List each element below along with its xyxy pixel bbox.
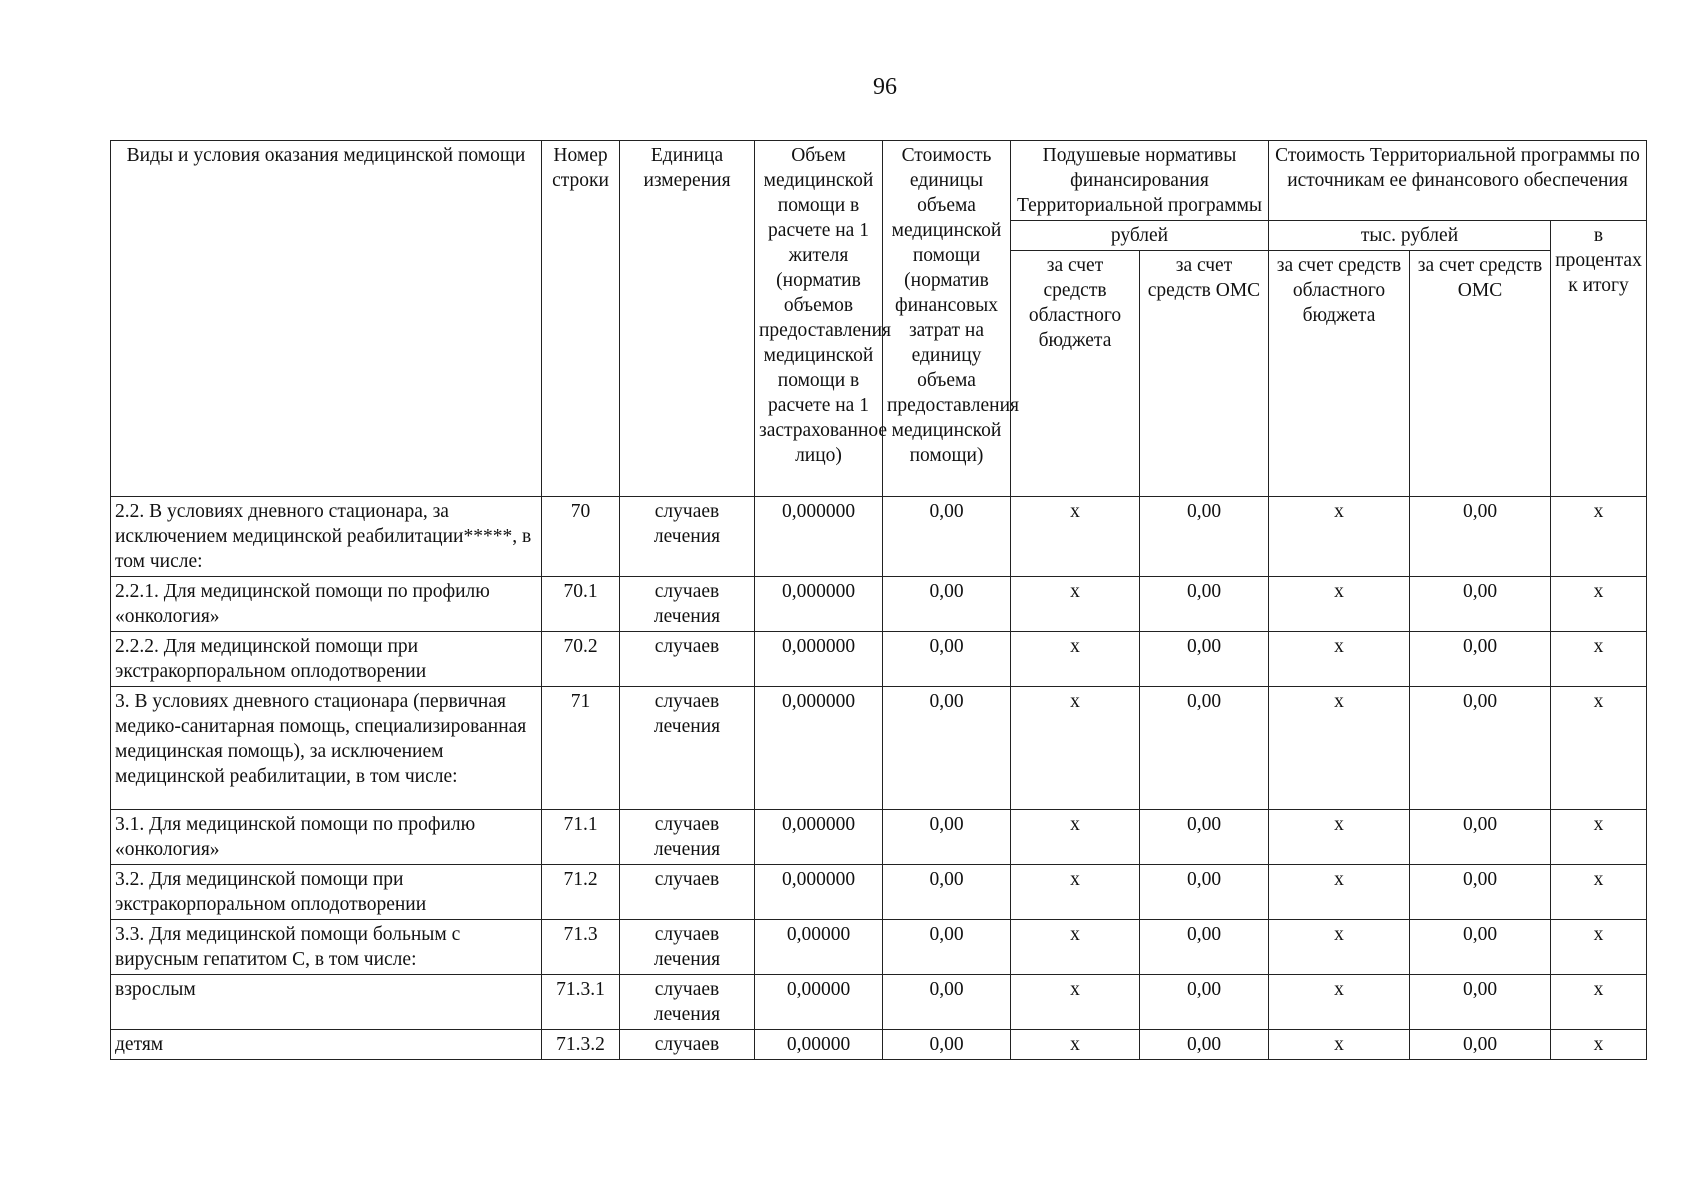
row-name: 2.2.2. Для медицинской помощи при экстракорпоральном оплодотворении	[111, 632, 542, 687]
row-oms-total: 0,00	[1410, 920, 1551, 975]
row-number: 71.1	[542, 810, 620, 865]
header-per-capita-group: Подушевые нормативы финансирования Территориальной программы	[1011, 141, 1269, 221]
row-budget-total: x	[1269, 687, 1410, 810]
row-oms: 0,00	[1140, 1030, 1269, 1060]
row-oms-total: 0,00	[1410, 687, 1551, 810]
row-unit: случаев	[620, 865, 755, 920]
row-unit: случаев	[620, 1030, 755, 1060]
row-oms-total: 0,00	[1410, 632, 1551, 687]
row-cost: 0,00	[883, 687, 1011, 810]
row-unit: случаев лечения	[620, 920, 755, 975]
row-percent: x	[1551, 865, 1647, 920]
header-volume: Объем медицинской помощи в расчете на 1 жителя (норматив объемов предоставления медицинской помощи в расчете на 1 застрахованное лицо)	[755, 141, 883, 497]
row-number: 71.3	[542, 920, 620, 975]
row-name: 3.3. Для медицинской помощи больным с вирусным гепатитом С, в том числе:	[111, 920, 542, 975]
header-oms: за счет средств ОМС	[1140, 251, 1269, 497]
row-cost: 0,00	[883, 865, 1011, 920]
row-budget: x	[1011, 920, 1140, 975]
row-percent: x	[1551, 810, 1647, 865]
table-row	[111, 1030, 1647, 1060]
row-unit: случаев лечения	[620, 975, 755, 1030]
header-type: Виды и условия оказания медицинской помощи	[111, 141, 542, 497]
row-cost: 0,00	[883, 920, 1011, 975]
row-budget-total: x	[1269, 865, 1410, 920]
row-volume: 0,000000	[755, 810, 883, 865]
row-oms-total: 0,00	[1410, 1030, 1551, 1060]
row-budget: x	[1011, 810, 1140, 865]
table-row	[111, 687, 1647, 810]
row-number: 70.2	[542, 632, 620, 687]
row-budget-total: x	[1269, 497, 1410, 577]
row-number: 71.3.1	[542, 975, 620, 1030]
row-number: 70.1	[542, 577, 620, 632]
row-budget: x	[1011, 577, 1140, 632]
row-number: 71.3.2	[542, 1030, 620, 1060]
row-oms-total: 0,00	[1410, 497, 1551, 577]
page-number: 96	[873, 74, 897, 100]
row-unit: случаев лечения	[620, 577, 755, 632]
row-name: детям	[111, 1030, 542, 1060]
row-oms: 0,00	[1140, 497, 1269, 577]
row-percent: x	[1551, 1030, 1647, 1060]
row-volume: 0,000000	[755, 687, 883, 810]
row-volume: 0,000000	[755, 632, 883, 687]
row-percent: x	[1551, 497, 1647, 577]
table-row	[111, 810, 1647, 865]
row-volume: 0,00000	[755, 1030, 883, 1060]
header-percent: в процентах к итогу	[1551, 221, 1647, 497]
row-oms: 0,00	[1140, 577, 1269, 632]
row-name: 2.2. В условиях дневного стационара, за исключением медицинской реабилитации*****, в том числе:	[111, 497, 542, 577]
row-oms-total: 0,00	[1410, 975, 1551, 1030]
row-budget-total: x	[1269, 920, 1410, 975]
header-row-number: Номер строки	[542, 141, 620, 497]
row-percent: x	[1551, 975, 1647, 1030]
row-budget-total: x	[1269, 975, 1410, 1030]
row-oms-total: 0,00	[1410, 865, 1551, 920]
row-cost: 0,00	[883, 632, 1011, 687]
row-number: 71.2	[542, 865, 620, 920]
row-budget: x	[1011, 687, 1140, 810]
row-oms: 0,00	[1140, 632, 1269, 687]
row-percent: x	[1551, 632, 1647, 687]
table-row	[111, 632, 1647, 687]
row-name: 3.2. Для медицинской помощи при экстракорпоральном оплодотворении	[111, 865, 542, 920]
header-budget: за счет средств областного бюджета	[1011, 251, 1140, 497]
row-oms: 0,00	[1140, 865, 1269, 920]
row-oms: 0,00	[1140, 920, 1269, 975]
row-name: взрослым	[111, 975, 542, 1030]
row-volume: 0,000000	[755, 577, 883, 632]
row-percent: x	[1551, 577, 1647, 632]
row-percent: x	[1551, 687, 1647, 810]
row-unit: случаев лечения	[620, 687, 755, 810]
row-volume: 0,00000	[755, 975, 883, 1030]
header-oms-total: за счет средств ОМС	[1410, 251, 1551, 497]
row-oms-total: 0,00	[1410, 577, 1551, 632]
table-row	[111, 577, 1647, 632]
table-row	[111, 497, 1647, 577]
header-budget-total: за счет средств областного бюджета	[1269, 251, 1410, 497]
row-budget-total: x	[1269, 810, 1410, 865]
row-unit: случаев лечения	[620, 497, 755, 577]
row-volume: 0,000000	[755, 497, 883, 577]
row-name: 2.2.1. Для медицинской помощи по профилю «онкология»	[111, 577, 542, 632]
row-cost: 0,00	[883, 497, 1011, 577]
row-budget: x	[1011, 865, 1140, 920]
row-volume: 0,000000	[755, 865, 883, 920]
row-oms: 0,00	[1140, 975, 1269, 1030]
header-unit-rubles: рублей	[1011, 221, 1269, 251]
row-budget: x	[1011, 975, 1140, 1030]
row-cost: 0,00	[883, 577, 1011, 632]
header-unit-thousand-rubles: тыс. рублей	[1269, 221, 1551, 251]
row-budget-total: x	[1269, 1030, 1410, 1060]
row-oms: 0,00	[1140, 810, 1269, 865]
header-unit: Единица измерения	[620, 141, 755, 497]
row-budget: x	[1011, 632, 1140, 687]
table-row	[111, 975, 1647, 1030]
row-cost: 0,00	[883, 1030, 1011, 1060]
table-row	[111, 920, 1647, 975]
row-number: 71	[542, 687, 620, 810]
row-oms: 0,00	[1140, 687, 1269, 810]
row-oms-total: 0,00	[1410, 810, 1551, 865]
header-row-1	[111, 141, 1647, 221]
row-cost: 0,00	[883, 975, 1011, 1030]
row-name: 3.1. Для медицинской помощи по профилю «онкология»	[111, 810, 542, 865]
row-unit: случаев лечения	[620, 810, 755, 865]
row-budget-total: x	[1269, 632, 1410, 687]
row-number: 70	[542, 497, 620, 577]
row-budget: x	[1011, 1030, 1140, 1060]
row-name: 3. В условиях дневного стационара (первичная медико-санитарная помощь, специализированная медицинская помощь), за исключением медицинской реабилитации, в том числе:	[111, 687, 542, 810]
header-total-cost-group: Стоимость Территориальной программы по источникам ее финансового обеспечения	[1269, 141, 1647, 221]
row-volume: 0,00000	[755, 920, 883, 975]
table-row	[111, 865, 1647, 920]
row-budget-total: x	[1269, 577, 1410, 632]
row-cost: 0,00	[883, 810, 1011, 865]
header-cost: Стоимость единицы объема медицинской помощи (норматив финансовых затрат на единицу объема предоставления медицинской помощи)	[883, 141, 1011, 497]
financing-table	[110, 140, 1647, 1060]
row-budget: x	[1011, 497, 1140, 577]
row-percent: x	[1551, 920, 1647, 975]
row-unit: случаев	[620, 632, 755, 687]
